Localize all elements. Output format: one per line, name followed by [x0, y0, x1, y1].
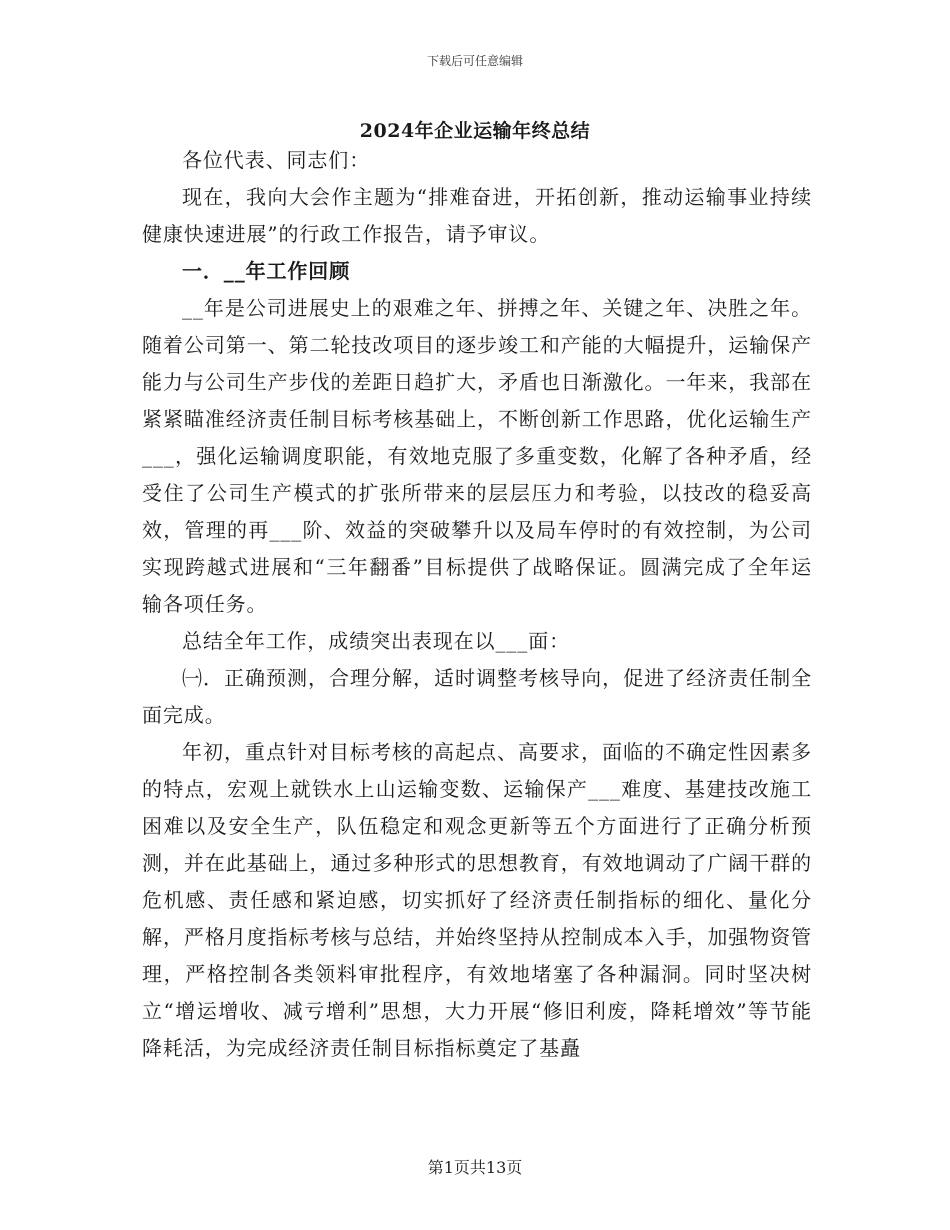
page-number: 第1页共13页: [427, 1158, 523, 1177]
document-title: 2024年企业运输年终总结: [359, 120, 591, 142]
document-body: [142, 142, 812, 1067]
header-note: 下载后可任意编辑: [426, 54, 523, 68]
summary-paragraph: 总结全年工作，成绩突出表现在以___面：: [182, 629, 570, 653]
subsection-heading: ㈠．正确预测，合理分解，适时调整考核导向，促进了经济责任制全面完成。: [142, 666, 812, 727]
salutation: 各位代表、同志们：: [182, 148, 371, 172]
intro-paragraph: 现在，我向大会作主题为“排难奋进，开拓创新，推动运输事业持续健康快速进展”的行政工作报告，请予审议。: [142, 185, 812, 246]
review-paragraph: __年是公司进展史上的艰难之年、拼搏之年、关键之年、决胜之年。随着公司第一、第二轮技改项目的逐步竣工和产能的大幅提升，运输保产能力与公司生产步伐的差距日趋扩大，矛盾也日渐激化。一年来，我部在紧紧瞄准经济责任制目标考核基础上，不断创新工作思路，优化运输生产___，强化运输调度职能，有效地克服了多重变数，化解了各种矛盾，经受住了公司生产模式的扩张所带来的层层压力和考验，以技改的稳妥高效，管理的再___阶、效益的突破攀升以及局车停时的有效控制，为公司实现跨越式进展和“三年翻番”目标提供了战略保证。圆满完成了全年运输各项任务。: [142, 296, 812, 616]
detail-paragraph: 年初，重点针对目标考核的高起点、高要求，面临的不确定性因素多的特点，宏观上就铁水上山运输变数、运输保产___难度、基建技改施工困难以及安全生产，队伍稳定和观念更新等五个方面进行了正确分析预测，并在此基础上，通过多种形式的思想教育，有效地调动了广阔干群的危机感、责任感和紧迫感，切实抓好了经济责任制指标的细化、量化分解，严格月度指标考核与总结，并始终坚持从控制成本入手，加强物资管理，严格控制各类领料审批程序，有效地堵塞了各种漏洞。同时坚决树立“增运增收、减亏增利”思想，大力开展“修旧利废，降耗增效”等节能降耗活，为完成经济责任制目标指标奠定了基矗: [142, 740, 812, 1060]
section-heading: 一．__年工作回顾: [182, 259, 351, 283]
